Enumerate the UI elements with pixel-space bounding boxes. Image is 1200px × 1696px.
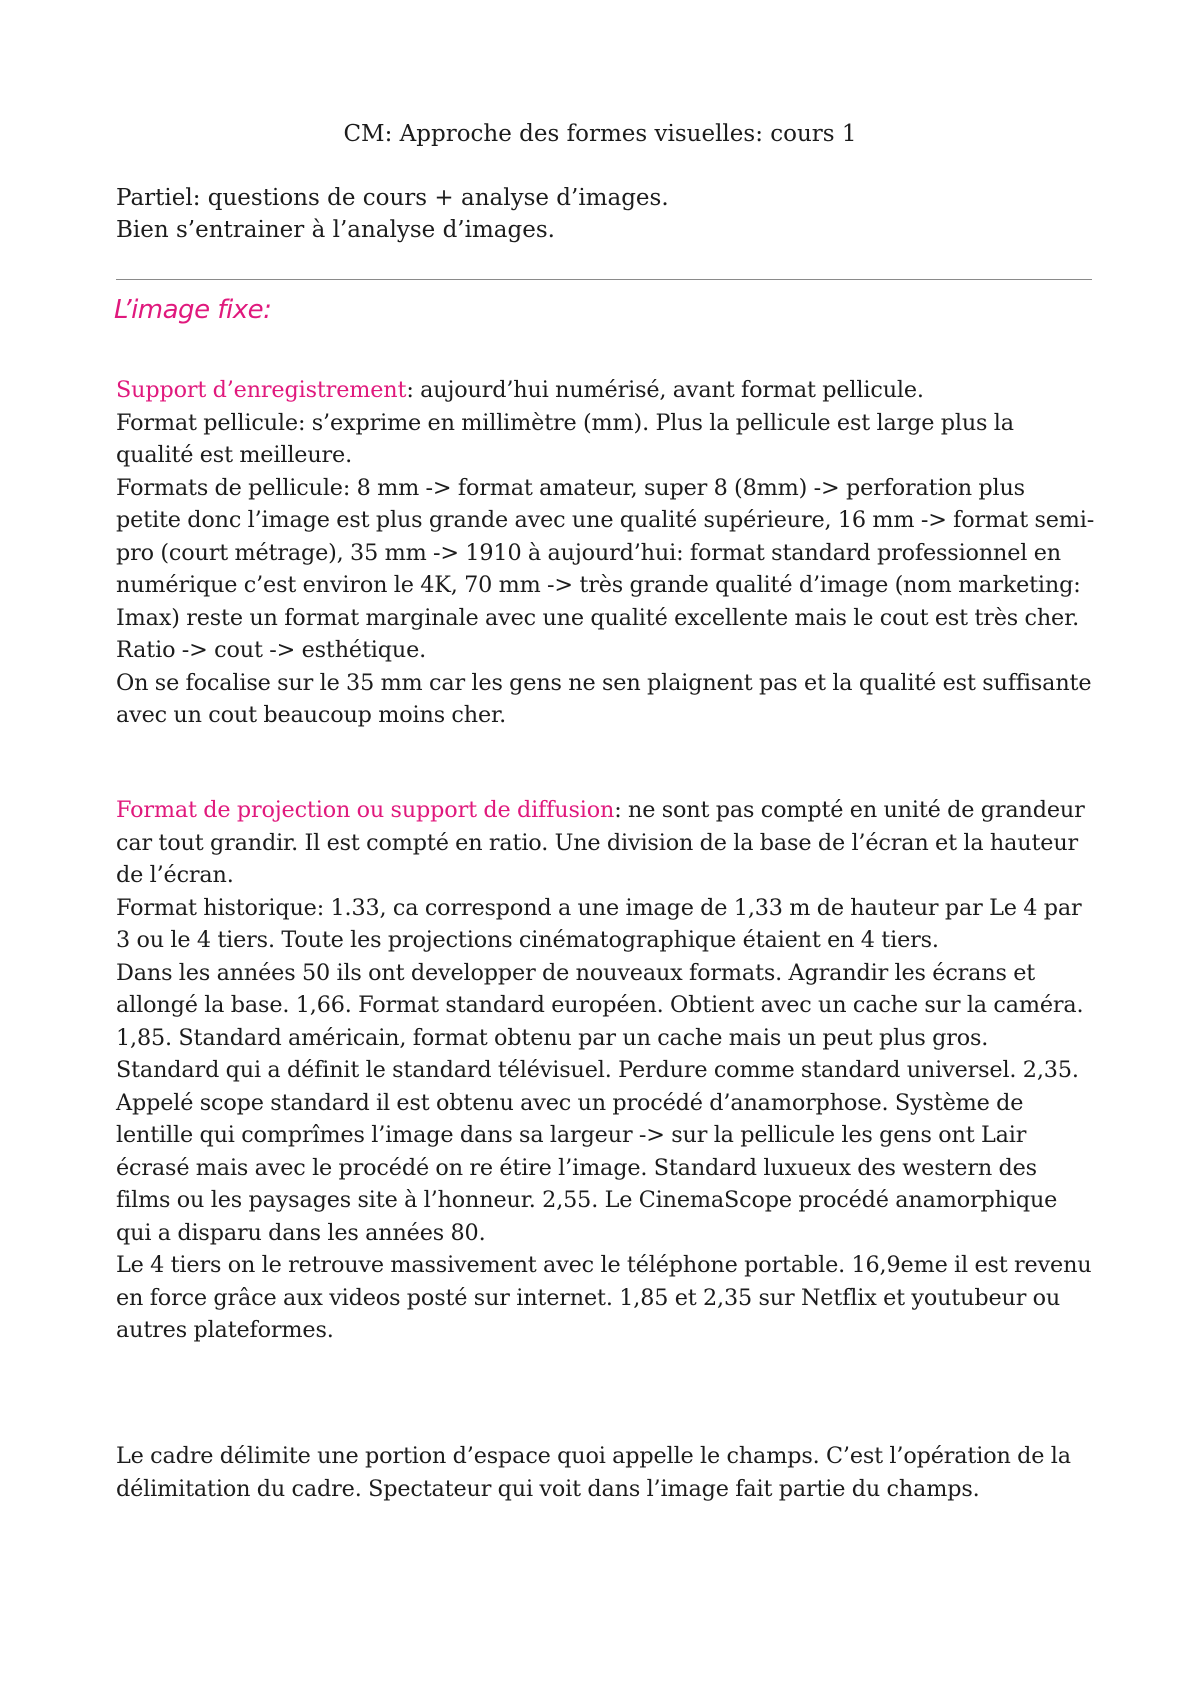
support-paragraph-ratio: Ratio -> cout -> esthétique.	[116, 637, 427, 663]
support-term-rest: : aujourd’hui numérisé, avant format pellicule.	[406, 377, 924, 403]
intro-line-practice: Bien s’entrainer à l’analyse d’images.	[116, 217, 555, 243]
support-paragraph-format: Format pellicule: s’exprime en millimètre (mm). Plus la pellicule est large plus la qualité est meilleure.	[116, 409, 1014, 468]
projection-paragraph-fifties: Dans les années 50 ils ont developper de nouveaux formats. Agrandir les écrans et allongé la base. 1,66. Format standard européen. Obtient avec un cache sur la caméra. 1,85. Standard américain, format obtenu par un cache mais un peut plus gros. Standard qui a définit le standard télévisuel. Perdure comme standard universel. 2,35. Appelé scope standard il est obtenu avec un procédé d’anamorphose. Système de lentille qui comprîmes l’image dans sa largeur -> sur la pellicule les gens ont Lair écrasé mais avec le procédé on re étire l’image. Standard luxueux des western des films ou les paysages site à l’honneur. 2,55. Le CinemaScope procédé anamorphique qui a disparu dans les années 80.	[116, 959, 1084, 1246]
projection-term-rest: : ne sont pas compté en unité de grandeur car tout grandir. Il est compté en ratio. Une division de la base de l’écran et la hauteur de l’écran.	[116, 797, 1085, 888]
cadre-paragraph: Le cadre délimite une portion d’espace quoi appelle le champs. C’est l’opération de la délimitation du cadre. Spectateur qui voit dans l’image fait partie du champs.	[116, 1443, 1071, 1502]
projection-paragraph-today: Le 4 tiers on le retrouve massivement avec le téléphone portable. 16,9eme il est revenu en force grâce aux videos posté sur internet. 1,85 et 2,35 sur Netflix et youtubeur ou autres plateformes.	[116, 1252, 1092, 1343]
section-heading: L’image fixe:	[114, 295, 272, 325]
cadre-block	[116, 1440, 1096, 1505]
projection-term: Format de projection ou support de diffusion	[116, 797, 615, 823]
support-intro-paragraph	[116, 374, 1096, 407]
projection-intro-paragraph	[116, 794, 1096, 892]
projection-paragraph-historic: Format historique: 1.33, ca correspond a une image de 1,33 m de hauteur par Le 4 par 3 ou le 4 tiers. Toute les projections cinématographique étaient en 4 tiers.	[116, 894, 1082, 953]
support-block	[116, 374, 1096, 732]
intro-line-exam: Partiel: questions de cours + analyse d’images.	[116, 185, 669, 211]
projection-block	[116, 794, 1096, 1347]
support-paragraph-formats-list: Formats de pellicule: 8 mm -> format amateur, super 8 (8mm) -> perforation plus petite donc l’image est plus grande avec une qualité supérieure, 16 mm -> format semi-pro (court métrage), 35 mm -> 1910 à aujourd’hui: format standard professionnel en numérique c’est environ le 4K, 70 mm -> très grande qualité d’image (nom marketing: Imax) reste un format marginale avec une qualité excellente mais le cout est très cher.	[116, 474, 1095, 631]
document-title: CM: Approche des formes visuelles: cours 1	[343, 121, 857, 147]
support-term: Support d’enregistrement	[116, 377, 407, 403]
horizontal-divider	[116, 279, 1092, 280]
support-paragraph-35mm: On se focalise sur le 35 mm car les gens ne sen plaignent pas et la qualité est suffisante avec un cout beaucoup moins cher.	[116, 669, 1092, 728]
intro-block	[116, 182, 1096, 246]
